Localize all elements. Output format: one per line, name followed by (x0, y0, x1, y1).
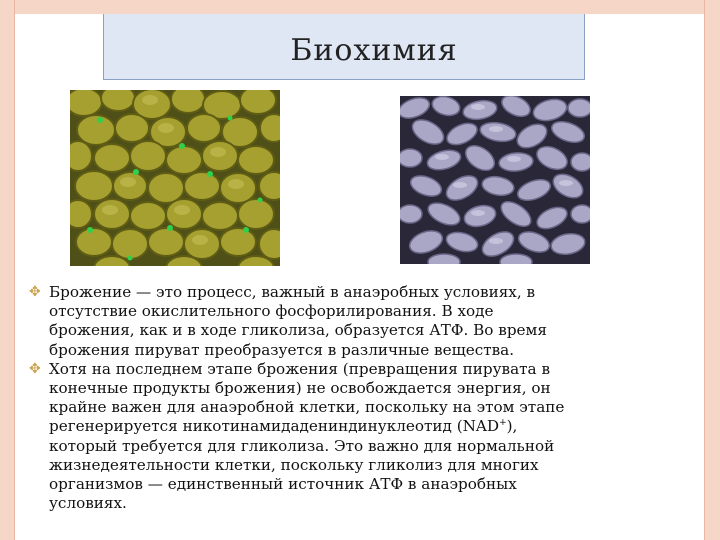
slide-title: Биохимия (290, 33, 458, 68)
bullet-line: брожения пируват преобразуется в различные вещества. (49, 340, 515, 359)
bullet-line: Хотя на последнем этапе брожения (превращения пирувата в (49, 359, 550, 378)
bullet-line: крайне важен для анаэробной клетки, поскольку на этом этапе (49, 398, 565, 417)
nad-text: регенерируется никотинамидадениндинуклеотид (NAD (49, 417, 500, 436)
slide-border-top (0, 0, 720, 14)
bullet-item-2 (25, 360, 715, 514)
bullet-line: условиях. (49, 494, 127, 513)
bullet-line: жизнедеятельности клетки, поскольку гликолиз для многих (49, 455, 539, 474)
diamond-bullet-icon: ✥ (29, 360, 41, 377)
slide-border-left (0, 0, 14, 540)
bullet-list (25, 283, 715, 513)
nad-after: ), (506, 417, 518, 436)
bullet-line: который требуется для гликолиза. Это важно для нормальной (49, 436, 555, 455)
bullet-line: отсутствие окислительного фосфорилирования. В ходе (49, 302, 494, 321)
bullet-item-1 (25, 283, 715, 360)
title-box (103, 14, 585, 80)
bullet-line: конечные продукты брожения) не освобождается энергия, он (49, 379, 551, 398)
slide-content (15, 14, 704, 540)
nad-superscript: + (499, 418, 507, 429)
yeast-cells-micrograph (400, 96, 590, 264)
green-plant-cells-micrograph (70, 90, 280, 266)
bullet-line-nad (49, 417, 715, 436)
bullet-line: организмов — единственный источник АТФ в анаэробных (49, 475, 517, 494)
diamond-bullet-icon: ✥ (29, 284, 41, 300)
bullet-line: Брожение — это процесс, важный в анаэробных условиях, в (49, 283, 536, 301)
bullet-line: брожения, как и в ходе гликолиза, образуется АТФ. Во время (49, 321, 547, 340)
